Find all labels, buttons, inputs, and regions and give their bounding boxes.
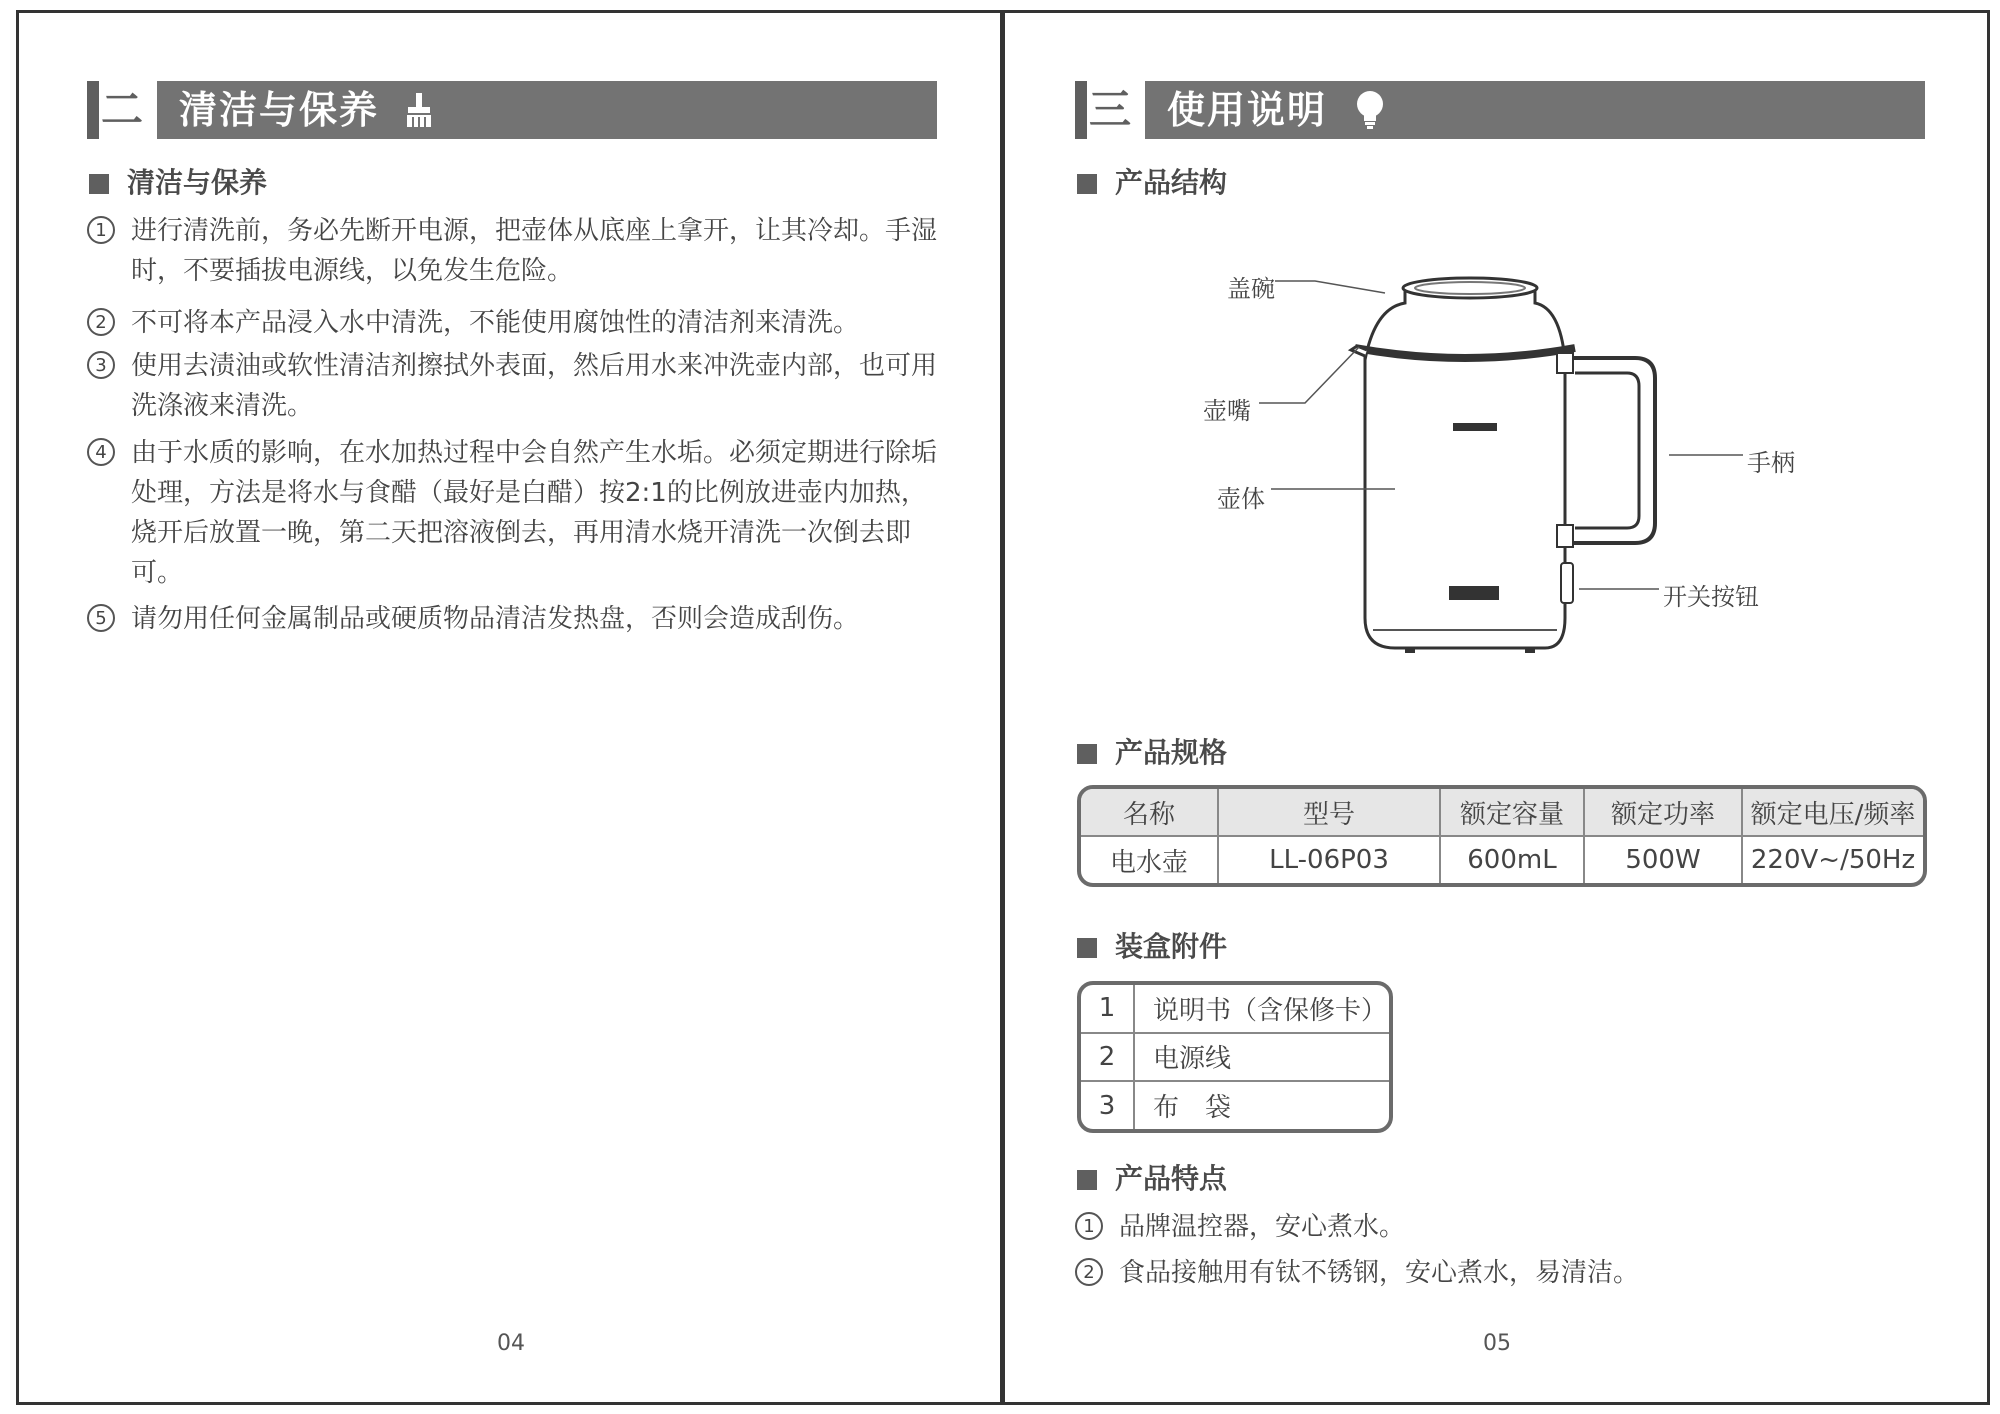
item-text: 使用去渍油或软性清洁剂擦拭外表面，然后用水来冲洗壶内部，也可用洗涤液来清洗。: [131, 351, 938, 421]
section-number: 二: [100, 85, 143, 134]
item-number: 2: [1075, 1258, 1103, 1286]
accessory-number: 1: [1081, 985, 1134, 1033]
square-bullet-icon: [1077, 174, 1097, 194]
accessories-table: [1077, 981, 1393, 1133]
item-number: 4: [87, 438, 115, 466]
subsection-heading-features: [1077, 1161, 1227, 1197]
page-number: 05: [1483, 1331, 1511, 1356]
section-title: 清洁与保养: [179, 88, 380, 132]
label-lid: 盖碗: [1227, 275, 1275, 303]
accessory-label: 布 袋: [1153, 1093, 1232, 1124]
spec-header-cell: 额定功率: [1584, 789, 1742, 836]
square-bullet-icon: [1077, 938, 1097, 958]
item-number: 5: [87, 604, 115, 632]
lightbulb-icon: [1353, 89, 1387, 131]
spec-value-cell: 600mL: [1440, 836, 1584, 883]
feature-item: [1075, 1207, 1935, 1247]
square-bullet-icon: [89, 174, 109, 194]
spec-header-cell: 型号: [1218, 789, 1440, 836]
item-text: 进行清洗前，务必先断开电源，把壶体从底座上拿开，让其冷却。手湿时，不要插拔电源线，以免发生危险。: [131, 216, 938, 286]
label-switch: 开关按钮: [1663, 583, 1759, 611]
item-text: 品牌温控器，安心煮水。: [1119, 1212, 1406, 1242]
list-item: [87, 211, 947, 291]
list-item: [87, 433, 947, 593]
label-handle: 手柄: [1747, 449, 1795, 477]
list-item: [87, 346, 947, 426]
subsection-heading-spec: [1077, 735, 1227, 771]
leader-line-handle: [1669, 449, 1749, 461]
spec-value-cell: 220V~/50Hz: [1750, 845, 1916, 875]
leader-line-spout: [1259, 343, 1369, 409]
accessory-number: 2: [1081, 1033, 1134, 1082]
kettle-diagram: [1295, 268, 1715, 658]
item-number: 1: [1075, 1212, 1103, 1240]
subsection-heading-text: 产品结构: [1115, 166, 1228, 199]
spec-header-cell: 额定电压/频率: [1742, 789, 1923, 836]
item-number: 1: [87, 216, 115, 244]
square-bullet-icon: [1077, 1170, 1097, 1190]
accessory-label: 电源线: [1134, 1033, 1389, 1082]
accessory-row: [1081, 1081, 1389, 1129]
spec-value-row: [1081, 836, 1923, 883]
spec-table: [1077, 785, 1927, 887]
section-header-usage: [1075, 81, 1925, 139]
section-number: 三: [1088, 85, 1131, 134]
list-item: [87, 599, 947, 639]
item-text: 食品接触用有钛不锈钢，安心煮水，易清洁。: [1119, 1258, 1640, 1288]
item-text: 不可将本产品浸入水中清洗，不能使用腐蚀性的清洁剂来清洗。: [131, 308, 860, 338]
spec-header-cell: 名称: [1081, 789, 1218, 836]
subsection-heading-structure: [1077, 165, 1227, 201]
spec-value-cell: 500W: [1584, 836, 1742, 883]
broom-icon: [399, 89, 439, 131]
item-text: 请勿用任何金属制品或硬质物品清洁发热盘，否则会造成刮伤。: [131, 604, 860, 634]
section-number-box: [87, 81, 145, 139]
item-number: 3: [87, 351, 115, 379]
leader-line-switch: [1579, 583, 1663, 595]
item-number: 2: [87, 308, 115, 336]
left-page: [16, 10, 1003, 1405]
square-bullet-icon: [1077, 744, 1097, 764]
label-spout: 壶嘴: [1203, 397, 1251, 425]
feature-item: [1075, 1253, 1935, 1293]
subsection-heading-text: 产品特点: [1115, 1162, 1228, 1195]
subsection-heading-text: 装盒附件: [1115, 930, 1228, 963]
right-page: [1002, 10, 1990, 1405]
page-number: 04: [497, 1331, 525, 1356]
section-title: 使用说明: [1167, 88, 1328, 132]
subsection-heading-text: 清洁与保养: [127, 166, 268, 199]
spec-header-row: [1081, 789, 1923, 836]
section-number-box: [1075, 81, 1133, 139]
leader-line-body: [1271, 483, 1401, 495]
spec-value-cell: LL-06P03: [1218, 836, 1440, 883]
accessory-row: [1081, 985, 1389, 1033]
section-header-cleaning: [87, 81, 937, 139]
accessory-row: [1081, 1033, 1389, 1082]
subsection-heading-accessories: [1077, 929, 1227, 965]
accessory-number: 3: [1081, 1081, 1134, 1129]
subsection-heading-text: 产品规格: [1115, 736, 1228, 769]
spec-header-cell: 额定容量: [1440, 789, 1584, 836]
subsection-heading: [89, 165, 267, 201]
label-body: 壶体: [1217, 485, 1265, 513]
spec-value-cell: 电水壶: [1081, 836, 1218, 883]
accessory-label: 说明书（含保修卡）: [1134, 985, 1389, 1033]
leader-line-lid: [1275, 275, 1395, 297]
list-item: [87, 303, 947, 343]
item-text: 由于水质的影响，在水加热过程中会自然产生水垢。必须定期进行除垢处理，方法是将水与食醋（最好是白醋）按2:1的比例放进壶内加热，烧开后放置一晚，第二天把溶液倒去，再用清水烧开清洗一次倒去即可。: [131, 438, 938, 588]
